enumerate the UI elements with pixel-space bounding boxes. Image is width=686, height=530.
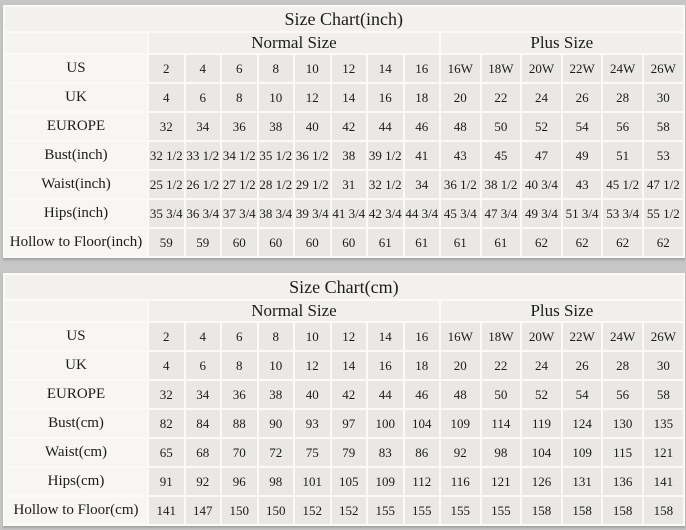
size-cell: 109 [562,438,603,467]
size-cell: 25 1/2 [148,170,185,199]
size-cell: 158 [643,496,684,525]
size-cell: 24 [521,83,562,112]
size-cell: 20 [440,83,481,112]
size-cell: 42 [331,380,368,409]
size-cell: 96 [221,467,258,496]
size-cell: 155 [367,496,404,525]
size-cell: 47 [521,141,562,170]
size-cell: 16 [367,83,404,112]
row-label: Waist(inch) [4,170,148,199]
size-cell: 158 [602,496,643,525]
size-cell: 45 1/2 [602,170,643,199]
table-row [4,54,684,83]
size-cell: 10 [294,322,331,351]
size-cell: 62 [602,228,643,257]
row-label: Bust(inch) [4,141,148,170]
size-cell: 104 [404,409,441,438]
size-cell: 36 1/2 [294,141,331,170]
size-cell: 50 [481,112,522,141]
size-cell: 150 [221,496,258,525]
size-cell: 114 [481,409,522,438]
size-cell: 59 [185,228,222,257]
size-cell: 60 [294,228,331,257]
size-cell: 61 [440,228,481,257]
size-cell: 56 [602,112,643,141]
size-cell: 68 [185,438,222,467]
size-cell: 24 [521,351,562,380]
size-cell: 45 3/4 [440,199,481,228]
size-cell: 22 [481,83,522,112]
size-cell: 98 [481,438,522,467]
size-cell: 37 3/4 [221,199,258,228]
row-label: Hips(cm) [4,467,148,496]
size-cell: 6 [185,351,222,380]
row-label: Hollow to Floor(cm) [4,496,148,525]
size-cell: 4 [185,322,222,351]
size-cell: 4 [148,351,185,380]
size-cell: 26 1/2 [185,170,222,199]
size-cell: 91 [148,467,185,496]
size-cell: 10 [294,54,331,83]
group-header-row [4,32,684,54]
size-cell: 39 3/4 [294,199,331,228]
size-cell: 141 [643,467,684,496]
size-cell: 28 [602,83,643,112]
size-cell: 121 [481,467,522,496]
size-cell: 48 [440,112,481,141]
size-cell: 36 3/4 [185,199,222,228]
size-cell: 84 [185,409,222,438]
size-chart-inch-table [3,5,685,258]
size-cell: 26W [643,322,684,351]
size-cell: 30 [643,83,684,112]
size-cell: 12 [331,54,368,83]
size-cell: 61 [404,228,441,257]
size-cell: 62 [643,228,684,257]
size-cell: 147 [185,496,222,525]
size-cell: 29 1/2 [294,170,331,199]
size-cell: 35 3/4 [148,199,185,228]
size-cell: 14 [331,83,368,112]
group-header-normal-size: Normal Size [148,300,440,322]
table-row [4,467,684,496]
size-cell: 10 [258,83,295,112]
size-cell: 56 [602,380,643,409]
table-row [4,141,684,170]
size-cell: 112 [404,467,441,496]
size-cell: 44 [367,112,404,141]
size-cell: 24W [602,322,643,351]
size-cell: 45 [481,141,522,170]
size-cell: 50 [481,380,522,409]
size-cell: 30 [643,351,684,380]
table-row [4,380,684,409]
size-cell: 82 [148,409,185,438]
size-cell: 8 [221,83,258,112]
row-label: UK [4,351,148,380]
size-cell: 38 [258,380,295,409]
size-cell: 155 [440,496,481,525]
size-cell: 18 [404,83,441,112]
size-cell: 49 [562,141,603,170]
size-cell: 2 [148,322,185,351]
size-chart-cm-table [3,273,685,526]
size-cell: 8 [258,54,295,83]
size-cell: 47 3/4 [481,199,522,228]
size-cell: 124 [562,409,603,438]
size-cell: 6 [221,322,258,351]
size-cell: 18 [404,351,441,380]
size-cell: 158 [521,496,562,525]
size-cell: 39 1/2 [367,141,404,170]
size-cell: 20W [521,54,562,83]
row-label: EUROPE [4,112,148,141]
table-row [4,496,684,525]
size-cell: 28 [602,351,643,380]
size-cell: 54 [562,112,603,141]
size-cell: 88 [221,409,258,438]
table-row [4,83,684,112]
table-row [4,112,684,141]
size-cell: 86 [404,438,441,467]
size-cell: 22 [481,351,522,380]
size-cell: 36 [221,112,258,141]
size-cell: 135 [643,409,684,438]
size-cell: 28 1/2 [258,170,295,199]
size-cell: 46 [404,112,441,141]
table-row [4,438,684,467]
size-cell: 83 [367,438,404,467]
size-cell: 60 [258,228,295,257]
row-label: EUROPE [4,380,148,409]
size-cell: 14 [367,322,404,351]
corner-cell [4,32,148,54]
size-cell: 98 [258,467,295,496]
table-title: Size Chart(cm) [4,274,684,300]
row-label: US [4,54,148,83]
size-cell: 116 [440,467,481,496]
size-cell: 32 1/2 [148,141,185,170]
group-header-plus-size: Plus Size [440,300,684,322]
size-cell: 34 1/2 [221,141,258,170]
size-cell: 48 [440,380,481,409]
size-cell: 155 [404,496,441,525]
size-cell: 18W [481,54,522,83]
size-cell: 47 1/2 [643,170,684,199]
group-header-plus-size: Plus Size [440,32,684,54]
size-cell: 46 [404,380,441,409]
size-cell: 12 [294,351,331,380]
table-row [4,199,684,228]
size-cell: 60 [331,228,368,257]
size-cell: 4 [185,54,222,83]
table-title: Size Chart(inch) [4,6,684,32]
size-cell: 136 [602,467,643,496]
size-cell: 26 [562,83,603,112]
size-cell: 51 3/4 [562,199,603,228]
size-cell: 38 [331,141,368,170]
size-cell: 115 [602,438,643,467]
size-cell: 42 3/4 [367,199,404,228]
size-cell: 53 [643,141,684,170]
size-cell: 62 [521,228,562,257]
size-cell: 54 [562,380,603,409]
size-cell: 100 [367,409,404,438]
size-cell: 49 3/4 [521,199,562,228]
size-cell: 119 [521,409,562,438]
size-cell: 6 [221,54,258,83]
size-cell: 158 [562,496,603,525]
corner-cell [4,300,148,322]
size-cell: 105 [331,467,368,496]
group-header-row [4,300,684,322]
size-cell: 41 3/4 [331,199,368,228]
size-cell: 59 [148,228,185,257]
size-cell: 55 1/2 [643,199,684,228]
size-cell: 12 [294,83,331,112]
size-cell: 43 [440,141,481,170]
size-cell: 20W [521,322,562,351]
size-cell: 58 [643,112,684,141]
size-cell: 22W [562,322,603,351]
size-cell: 38 1/2 [481,170,522,199]
table-title-row [4,274,684,300]
size-cell: 8 [221,351,258,380]
size-cell: 75 [294,438,331,467]
size-cell: 130 [602,409,643,438]
size-cell: 51 [602,141,643,170]
size-cell: 40 3/4 [521,170,562,199]
size-cell: 36 [221,380,258,409]
table-row [4,409,684,438]
size-cell: 34 [404,170,441,199]
size-cell: 61 [367,228,404,257]
size-cell: 16W [440,322,481,351]
size-cell: 27 1/2 [221,170,258,199]
size-cell: 79 [331,438,368,467]
table-title-row [4,6,684,32]
size-cell: 40 [294,112,331,141]
size-cell: 44 3/4 [404,199,441,228]
table-row [4,322,684,351]
table-row [4,228,684,257]
size-cell: 16W [440,54,481,83]
size-cell: 141 [148,496,185,525]
size-cell: 16 [404,54,441,83]
size-cell: 104 [521,438,562,467]
size-cell: 36 1/2 [440,170,481,199]
row-label: US [4,322,148,351]
size-cell: 92 [440,438,481,467]
size-cell: 32 1/2 [367,170,404,199]
size-cell: 32 [148,112,185,141]
size-cell: 60 [221,228,258,257]
size-cell: 131 [562,467,603,496]
size-cell: 43 [562,170,603,199]
size-cell: 61 [481,228,522,257]
size-cell: 41 [404,141,441,170]
size-cell: 93 [294,409,331,438]
size-cell: 4 [148,83,185,112]
row-label: Bust(cm) [4,409,148,438]
size-cell: 155 [481,496,522,525]
size-cell: 32 [148,380,185,409]
size-cell: 150 [258,496,295,525]
size-cell: 38 3/4 [258,199,295,228]
row-label: UK [4,83,148,112]
size-cell: 8 [258,322,295,351]
size-cell: 109 [440,409,481,438]
row-label: Waist(cm) [4,438,148,467]
size-cell: 18W [481,322,522,351]
size-cell: 35 1/2 [258,141,295,170]
size-cell: 101 [294,467,331,496]
size-cell: 14 [331,351,368,380]
size-cell: 52 [521,380,562,409]
size-cell: 126 [521,467,562,496]
size-cell: 90 [258,409,295,438]
row-label: Hips(inch) [4,199,148,228]
table-row [4,170,684,199]
size-cell: 72 [258,438,295,467]
table-row [4,351,684,380]
size-cell: 16 [367,351,404,380]
size-cell: 152 [331,496,368,525]
size-cell: 152 [294,496,331,525]
size-cell: 10 [258,351,295,380]
size-cell: 97 [331,409,368,438]
size-cell: 16 [404,322,441,351]
size-cell: 14 [367,54,404,83]
size-cell: 2 [148,54,185,83]
size-cell: 62 [562,228,603,257]
size-cell: 26W [643,54,684,83]
size-cell: 121 [643,438,684,467]
size-cell: 31 [331,170,368,199]
size-cell: 70 [221,438,258,467]
group-header-normal-size: Normal Size [148,32,440,54]
size-cell: 92 [185,467,222,496]
size-cell: 44 [367,380,404,409]
size-cell: 12 [331,322,368,351]
size-cell: 33 1/2 [185,141,222,170]
size-cell: 6 [185,83,222,112]
size-cell: 24W [602,54,643,83]
size-cell: 65 [148,438,185,467]
size-cell: 42 [331,112,368,141]
size-cell: 34 [185,112,222,141]
size-cell: 109 [367,467,404,496]
size-cell: 34 [185,380,222,409]
size-cell: 38 [258,112,295,141]
size-cell: 20 [440,351,481,380]
size-cell: 40 [294,380,331,409]
size-cell: 26 [562,351,603,380]
size-cell: 58 [643,380,684,409]
size-cell: 53 3/4 [602,199,643,228]
row-label: Hollow to Floor(inch) [4,228,148,257]
size-cell: 52 [521,112,562,141]
size-cell: 22W [562,54,603,83]
